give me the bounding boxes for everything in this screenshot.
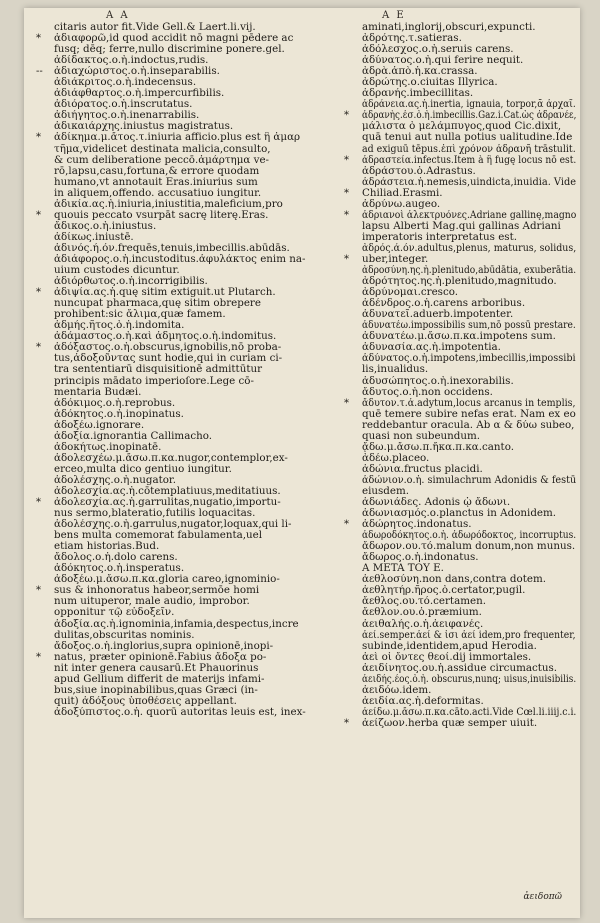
- entry-text: ἀεθλητήρ.ῆρος.ὁ.certator,pugil.: [362, 585, 526, 597]
- entry-text: opponitur τῷ εὐδοξεῖν.: [54, 607, 175, 619]
- entry-text: ἀδοκήτως.inopinatē.: [54, 441, 162, 453]
- entry-text: ἀδολεσχία.ας.ἡ.garrulitas,nugatio,importu-: [54, 497, 281, 509]
- dictionary-line: [36, 519, 341, 530]
- dictionary-line: [36, 619, 341, 630]
- entry-text: A META TOY E.: [362, 563, 444, 575]
- dictionary-line: [344, 309, 576, 320]
- entry-text: rō,lapsu,casu,fortuna,& errore quodam: [54, 165, 260, 177]
- dictionary-line: [36, 243, 341, 254]
- entry-text: ἀεθλοσύνη.non dans,contra dotem.: [362, 574, 546, 586]
- entry-text: ἀδιαχώριστος.ο.ἡ.inseparabilis.: [54, 66, 220, 78]
- entry-text: ἁδρότης.τ.satieras.: [362, 33, 462, 45]
- entry-text: ἁδρότητος.ης.ἡ.plenitudo,magnitudo.: [362, 276, 557, 288]
- dictionary-line: [36, 121, 341, 132]
- dictionary-line: [344, 486, 576, 497]
- entry-text: ἀδώνια.fructus placidi.: [362, 463, 483, 475]
- dictionary-line: [36, 77, 341, 88]
- entry-text: ἀδύνατος.ο.ἡ.impotens,imbecillis,impossibi: [362, 353, 576, 365]
- entry-text: ἀδινός.ή.όν.frequēs,tenuis,imbecillis.abūdās.: [54, 242, 290, 254]
- dictionary-line: [344, 177, 576, 188]
- dictionary-line: [36, 630, 341, 641]
- dictionary-line: [344, 674, 576, 685]
- entry-text: ἀδυνασία.ας.ἡ.impotentia.: [362, 342, 501, 354]
- entry-text: ἀδράνεια.ας.ἡ.inertia, ignauia, torpor,ᾱ ἀρχαῖ.: [362, 99, 576, 111]
- dictionary-line: [344, 55, 576, 66]
- entry-text: ᾄδω.μ.ἄσω.π.ἤκα.π.κα.canto.: [362, 441, 514, 453]
- entry-text: imperatoris interpretatus est.: [362, 231, 517, 243]
- entry-text: nit inter genera causarū.Et Phauorinus: [54, 662, 259, 674]
- dictionary-line: [344, 431, 576, 442]
- entry-text: sus & inhonoratus habeor,sermōe homi: [54, 585, 260, 597]
- dictionary-line: [344, 453, 576, 464]
- dictionary-line: [344, 420, 576, 431]
- dictionary-line: [344, 619, 576, 630]
- dictionary-line: [36, 364, 341, 375]
- dictionary-line: [344, 387, 576, 398]
- dictionary-line: [36, 99, 341, 110]
- dictionary-line: [36, 298, 341, 309]
- dictionary-line: [36, 652, 341, 663]
- entry-text: uber,integer.: [362, 253, 429, 265]
- entry-text: ἀδρανὴς.ἐσ.ὁ.ἡ.imbecillis.Gaz.i.Cat.ὡς ἀδρανέε,: [362, 110, 576, 122]
- entry-text: ἀδίκημα.μ.ἄτος.τ.iniuria afficio.plus est ἢ ἁμαρ: [54, 132, 301, 144]
- entry-text: ἀείδω.μ.ἄσω.π.κα.cāto.acti.Vide Cœl.li.iiij.c.i.: [362, 706, 576, 718]
- entry-text: uium custodes dicuntur.: [54, 265, 180, 277]
- dictionary-line: [344, 99, 576, 110]
- dictionary-line: [344, 33, 576, 44]
- entry-text: ἀδολέσχης.ο.ἡ.nugator.: [54, 474, 176, 486]
- entry-text: ἀδόξαστος.ο.ἡ.obscurus,ignobilis,nō proba-: [54, 342, 282, 354]
- dictionary-line: [36, 552, 341, 563]
- margin-mark: *: [344, 253, 349, 265]
- dictionary-line: [36, 685, 341, 696]
- entry-text: dulitas,obscuritas nominis.: [54, 629, 195, 641]
- entry-text: bens multa comemorat fabulamenta,uel: [54, 530, 263, 542]
- entry-text: ἀδράστεια.ἡ.nemesis,uindicta,inuidia. Vide: [362, 176, 576, 188]
- dictionary-line: [344, 221, 576, 232]
- dictionary-line: [344, 663, 576, 674]
- entry-text: ἀδυσώπητος.ο.ἡ.inexorabilis.: [362, 375, 514, 387]
- entry-text: ἀδύνατος.ο.ἡ.qui ferire nequit.: [362, 55, 524, 67]
- entry-text: ἁδρύνομαι.cresco.: [362, 287, 459, 299]
- dictionary-line: [36, 464, 341, 475]
- dictionary-line: [36, 376, 341, 387]
- dictionary-line: [36, 144, 341, 155]
- entry-text: reddebantur oracula. Ab α & δύω subeo,: [362, 419, 575, 431]
- margin-mark: *: [344, 110, 349, 122]
- dictionary-line: [36, 353, 341, 364]
- catchword: ἀειδοπῶ: [523, 892, 562, 902]
- entry-text: lis,inualidus.: [362, 364, 429, 376]
- entry-text: ἀδράστου.ὁ.Adrastus.: [362, 165, 476, 177]
- dictionary-line: [36, 276, 341, 287]
- dictionary-line: [344, 409, 576, 420]
- entry-text: ἀδικία.ας.ἡ.iniuria,iniustitia,maleficium,pro: [54, 198, 283, 210]
- dictionary-line: [36, 497, 341, 508]
- entry-text: ἁδροσύνη.ης.ἡ.plenitudo,abūdātia, exuberātia.: [362, 265, 576, 277]
- dictionary-line: [344, 464, 576, 475]
- left-column-signature: A A: [106, 10, 130, 21]
- dictionary-line: [344, 320, 576, 331]
- entry-text: τῆμα,videlicet destinata malicia,consulto,: [54, 143, 271, 155]
- entry-text: ἀειδία.ας.ἡ.deformitas.: [362, 695, 484, 707]
- entry-text: ad exiguū tēpus.ἐπὶ χρόνον ἀδρανῆ trāstulit.: [362, 143, 576, 155]
- entry-text: ἀειθαλής.ο.ἡ.ἀειφανές.: [362, 618, 484, 630]
- entry-text: tus,ἀδοξοῦντας sunt hodie,qui in curiam ci-: [54, 353, 283, 365]
- entry-text: etiam historias.Bud.: [54, 541, 160, 553]
- entry-text: quasi non subeundum.: [362, 430, 481, 442]
- margin-mark: --: [36, 66, 43, 78]
- dictionary-line: [36, 596, 341, 607]
- dictionary-line: [36, 110, 341, 121]
- dictionary-line: [344, 607, 576, 618]
- margin-mark: *: [344, 519, 349, 531]
- entry-text: nuncupat pharmaca,quę sitim obrepere: [54, 298, 261, 310]
- entry-text: quouis peccato vsurpāt sacrę literę.Eras.: [54, 209, 269, 221]
- entry-text: ἀδιήγητος.ο.ἡ.inenarrabilis.: [54, 110, 200, 122]
- entry-text: ἄδικος.ο.ἡ.iniustus.: [54, 220, 157, 232]
- entry-text: mentaria Budæi.: [54, 386, 142, 398]
- entry-text: fusq; dēq; ferre,nullo discrimine ponere.gel.: [54, 44, 285, 56]
- entry-text: ἀδιψία.ας.ἡ.quę sitim extiguit.ut Plutarch.: [54, 287, 276, 299]
- dictionary-line: [344, 144, 576, 155]
- dictionary-line: [344, 188, 576, 199]
- dictionary-line: [36, 420, 341, 431]
- dictionary-line: [344, 707, 576, 718]
- dictionary-line: [344, 552, 576, 563]
- entry-text: tra sententiarū disquisitionē admittūtur: [54, 364, 263, 376]
- entry-text: ἀειδίνητος.ου.ἡ.assidue circumactus.: [362, 662, 558, 674]
- entry-text: ἀδιάκριτος.ο.ἡ.indecensus.: [54, 77, 197, 89]
- dictionary-line: [36, 66, 341, 77]
- right-column: [344, 22, 576, 729]
- dictionary-line: [36, 188, 341, 199]
- margin-mark: *: [36, 132, 41, 144]
- entry-text: ἄδωρον.ου.τό.malum donum,non munus.: [362, 541, 576, 553]
- dictionary-line: [36, 331, 341, 342]
- dictionary-line: [344, 110, 576, 121]
- entry-text: lapsu Alberti Mag.qui gallinas Adriani: [362, 220, 561, 232]
- entry-text: citaris autor fit.Vide Gell.& Laert.li.vij.: [54, 22, 256, 33]
- dictionary-line: [36, 585, 341, 596]
- dictionary-line: [36, 221, 341, 232]
- dictionary-line: [344, 132, 576, 143]
- margin-mark: *: [36, 497, 41, 509]
- dictionary-line: [344, 298, 576, 309]
- entry-text: principis mādato imperioſore.Lege cō-: [54, 375, 254, 387]
- dictionary-line: [344, 331, 576, 342]
- dictionary-line: [344, 44, 576, 55]
- dictionary-line: [36, 696, 341, 707]
- dictionary-line: [36, 232, 341, 243]
- entry-text: quē temere subire nefas erat. Nam ex eo: [362, 408, 576, 420]
- dictionary-line: [344, 77, 576, 88]
- dictionary-line: [344, 718, 576, 729]
- entry-text: ἀδυνατέω.μ.ἄσω.π.κα.impotens sum.: [362, 331, 556, 343]
- entry-text: ἁδρώτης.ο.ciuitas Illyrica.: [362, 77, 498, 89]
- dictionary-line: [344, 88, 576, 99]
- dictionary-line: [344, 563, 576, 574]
- dictionary-line: [36, 674, 341, 685]
- entry-text: ἀδόκητος.ο.ἡ.insperatus.: [54, 563, 185, 575]
- entry-text: ἄδυτον.τ.ἀ.adytum,locus arcanus in templis,: [362, 397, 576, 409]
- dictionary-line: [344, 530, 576, 541]
- dictionary-line: [36, 707, 341, 718]
- dictionary-line: [344, 166, 576, 177]
- entry-text: eiusdem.: [362, 485, 410, 497]
- dictionary-line: [36, 431, 341, 442]
- entry-text: aminati,inglorij,obscuri,expuncti.: [362, 22, 536, 33]
- entry-text: ἀδρανής.imbecillitas.: [362, 88, 474, 100]
- entry-text: erceo,multa dico gentiuo iungitur.: [54, 463, 232, 475]
- dictionary-line: [36, 409, 341, 420]
- entry-text: ἀδρύνω.augeo.: [362, 198, 441, 210]
- entry-text: ἀδώνιον.ο.ἡ. simulachrum Adonidis & festū: [362, 474, 576, 486]
- dictionary-line: [344, 22, 576, 33]
- dictionary-line: [344, 66, 576, 77]
- entry-text: ἀδώρητος.indonatus.: [362, 519, 472, 531]
- entry-text: bus,siue inopinabilibus,quas Græci (in-: [54, 684, 258, 696]
- dictionary-line: [344, 696, 576, 707]
- dictionary-line: [36, 177, 341, 188]
- dictionary-line: [344, 442, 576, 453]
- dictionary-line: [36, 265, 341, 276]
- dictionary-line: [36, 475, 341, 486]
- dictionary-line: [36, 387, 341, 398]
- entry-text: & cum deliberatione peccō.ἁμάρτημα ve-: [54, 154, 270, 166]
- entry-text: quit) ἀδόξους ὑποθέσεις appellant.: [54, 695, 237, 707]
- dictionary-line: [36, 22, 341, 33]
- dictionary-line: [36, 574, 341, 585]
- dictionary-line: [36, 309, 341, 320]
- dictionary-line: [36, 88, 341, 99]
- entry-text: apud Gellium differit de materijs infami-: [54, 673, 265, 685]
- dictionary-line: [36, 453, 341, 464]
- entry-text: ἀδοξέω.ignorare.: [54, 419, 145, 431]
- entry-text: ἀδόλεσχος.ο.ἡ.seruis carens.: [362, 44, 514, 56]
- margin-mark: *: [36, 33, 41, 45]
- dictionary-line: [344, 596, 576, 607]
- dictionary-line: [36, 641, 341, 652]
- dictionary-line: [36, 541, 341, 552]
- left-column: [36, 22, 341, 718]
- entry-text: ἀδιάφθαρτος.ο.ἡ.impercurfibilis.: [54, 88, 225, 100]
- dictionary-line: [344, 353, 576, 364]
- entry-text: ἀδωνιασμός.ο.planctus in Adonidem.: [362, 508, 557, 520]
- dictionary-line: [344, 508, 576, 519]
- entry-text: ἀδυνατεῖ.aduerb.impotenter.: [362, 309, 514, 321]
- entry-text: subinde,identidem,apud Herodia.: [362, 640, 537, 652]
- entry-text: ἀδολεσχέω.μ.ἄσω.π.κα.nugor,contemplor,ex-: [54, 452, 288, 464]
- entry-text: humano,vt annotauit Eras.iniurius sum: [54, 176, 258, 188]
- dictionary-line: [36, 530, 341, 541]
- dictionary-line: [344, 376, 576, 387]
- entry-text: nus sermo,blateratio,futilis loquacitas.: [54, 508, 256, 520]
- dictionary-line: [36, 442, 341, 453]
- entry-text: ἀδιόρατος.ο.ἡ.inscrutatus.: [54, 99, 193, 111]
- dictionary-line: [344, 155, 576, 166]
- dictionary-line: [36, 508, 341, 519]
- entry-text: ἀδιαφορῶ,id quod accidit nō magni pēdere ac: [54, 33, 294, 45]
- dictionary-line: [36, 55, 341, 66]
- entry-text: ἀδίκως.iniustē.: [54, 231, 134, 243]
- entry-text: ἄδοξος.ο.ἡ.inglorius,supra opinionē,inopi-: [54, 640, 274, 652]
- entry-text: ἀδοξύπιστος.ο.ἡ. quorū autoritas leuis est, inex-: [54, 706, 306, 718]
- dictionary-line: [344, 475, 576, 486]
- dictionary-line: [36, 287, 341, 298]
- dictionary-line: [344, 497, 576, 508]
- book-page: [24, 8, 580, 918]
- dictionary-line: [36, 342, 341, 353]
- dictionary-line: [344, 541, 576, 552]
- margin-mark: *: [36, 651, 41, 663]
- entry-text: ἀεί.semper.ἀεί & ἰσι ἀεί idem,pro frequenter,: [362, 629, 576, 641]
- entry-text: ἀδιόρθωτος.ο.ἡ.incorrigibilis.: [54, 276, 208, 288]
- entry-text: ἄδωρος.ο.ἡ.indonatus.: [362, 552, 479, 564]
- entry-text: ἀδάμαστος.ο.ἡ.καὶ ἀδμητος.ο.ἡ.indomitus.: [54, 331, 277, 343]
- entry-text: ἀείζωον.herba quæ semper uiuit.: [362, 717, 538, 729]
- dictionary-line: [36, 486, 341, 497]
- dictionary-line: [344, 641, 576, 652]
- entry-text: prohibent:sic ἄλιμα,quæ famem.: [54, 309, 226, 321]
- margin-mark: *: [36, 585, 41, 597]
- dictionary-line: [344, 585, 576, 596]
- entry-text: num uituperor, male audio, improbor.: [54, 596, 250, 608]
- entry-text: in aliquem,offendo. accusatiuo iungitur.: [54, 187, 262, 199]
- dictionary-line: [344, 519, 576, 530]
- entry-text: ἀδιάφορος.ο.ἡ.incustoditus.ἀφυλάκτος enim na-: [54, 253, 306, 265]
- dictionary-line: [36, 254, 341, 265]
- margin-mark: *: [344, 209, 349, 221]
- dictionary-line: [344, 254, 576, 265]
- entry-text: Chiliad.Erasmi.: [362, 187, 443, 199]
- dictionary-line: [36, 44, 341, 55]
- dictionary-line: [36, 33, 341, 44]
- entry-text: ἀδικαιάρχης.iniustus magistratus.: [54, 121, 234, 133]
- margin-mark: *: [344, 397, 349, 409]
- margin-mark: *: [36, 209, 41, 221]
- dictionary-line: [36, 210, 341, 221]
- entry-text: ἀδριανοὶ ἀλεκτρυόνες.Adriane gallinę,magno: [362, 209, 576, 221]
- entry-text: ἀδίδακτος.ο.ἡ.indoctus,rudis.: [54, 55, 209, 67]
- entry-text: ἀδμής.ῆτος.ὁ.ἡ.indomita.: [54, 320, 185, 332]
- dictionary-line: [36, 398, 341, 409]
- entry-text: ἀδραστεία.infectus.Item à ἢ fugę locus nō est.: [362, 154, 576, 166]
- dictionary-line: [344, 652, 576, 663]
- dictionary-line: [344, 398, 576, 409]
- dictionary-line: [344, 243, 576, 254]
- entry-text: quā tenui aut nulla potius ualitudine.Ide: [362, 132, 573, 144]
- entry-text: ἀδοξέω.μ.ἄσω.π.κα.gloria careo,ignominio-: [54, 574, 280, 586]
- entry-text: natus, præter opinionē.Fabius ἄδοξα po-: [54, 651, 267, 663]
- right-column-signature: A E: [382, 10, 406, 21]
- dictionary-line: [344, 210, 576, 221]
- dictionary-line: [344, 685, 576, 696]
- dictionary-line: [344, 630, 576, 641]
- dictionary-line: [36, 155, 341, 166]
- dictionary-line: [36, 199, 341, 210]
- dictionary-line: [36, 132, 341, 143]
- entry-text: ἀδόκιμος.ο.ἡ.reprobus.: [54, 397, 176, 409]
- entry-text: ἀδολεσχία.ας.ἡ.cōtemplatiuus,meditatiuus.: [54, 485, 281, 497]
- margin-mark: *: [36, 342, 41, 354]
- entry-text: ἀδωροδόκητος.ο.ἡ. ἀδωρόδοκτος, incorruptus.: [362, 530, 576, 542]
- entry-text: ἀδωνιάδες. Adonis ᾡ ἄδωνι.: [362, 497, 511, 509]
- entry-text: ἀδένδρος.ο.ἡ.carens arboribus.: [362, 298, 526, 310]
- dictionary-line: [344, 265, 576, 276]
- entry-text: ἀδοξία.ας.ἡ.ignominia,infamia,despectus,incre: [54, 618, 299, 630]
- dictionary-line: [36, 663, 341, 674]
- margin-mark: *: [36, 287, 41, 299]
- entry-text: ἀδολέσχης.ο.ἡ.garrulus,nugator,loquax,qui li-: [54, 519, 292, 531]
- margin-mark: *: [344, 717, 349, 729]
- margin-mark: *: [344, 154, 349, 166]
- entry-text: ἄδυτος.ο.ἡ.non occidens.: [362, 386, 493, 398]
- entry-text: ἀειδής.έος.ὁ.ἡ. obscurus,nunq; uisus,inuisibilis.: [362, 673, 576, 685]
- dictionary-line: [344, 232, 576, 243]
- dictionary-line: [344, 121, 576, 132]
- dictionary-line: [36, 563, 341, 574]
- dictionary-line: [344, 342, 576, 353]
- dictionary-line: [344, 574, 576, 585]
- entry-text: ἀειδόω.idem.: [362, 684, 432, 696]
- dictionary-line: [344, 199, 576, 210]
- dictionary-line: [36, 607, 341, 618]
- dictionary-line: [344, 364, 576, 375]
- entry-text: ἀεὶ οἱ ὄντες θεοί.dij immortales.: [362, 651, 532, 663]
- entry-text: ἀδοξία.ignorantia Callimacho.: [54, 430, 213, 442]
- entry-text: ἄεθλος.ου.τό.certamen.: [362, 596, 486, 608]
- entry-text: ἄδολος.ο.ἡ.dolo carens.: [54, 552, 178, 564]
- entry-text: ἁδέω.placeo.: [362, 452, 430, 464]
- margin-mark: *: [344, 187, 349, 199]
- entry-text: ἁδρός.ά.όν.adultus,plenus, maturus, solidus,: [362, 242, 576, 254]
- dictionary-line: [344, 287, 576, 298]
- entry-text: ἀδυνατέω.impossibilis sum,nō possū prestare.: [362, 320, 576, 332]
- entry-text: ἁδρὰ.ἀπὸ.ἡ.κα.crassa.: [362, 66, 478, 78]
- entry-text: ἀδόκητος.ο.ἡ.inopinatus.: [54, 408, 184, 420]
- dictionary-line: [344, 276, 576, 287]
- dictionary-line: [36, 320, 341, 331]
- entry-text: ἄεθλον.ου.ὁ.præmium.: [362, 607, 482, 619]
- dictionary-line: [36, 166, 341, 177]
- entry-text: μάλιστα ὁ μελάμπυγος,quod Cic.dixit,: [362, 121, 562, 133]
